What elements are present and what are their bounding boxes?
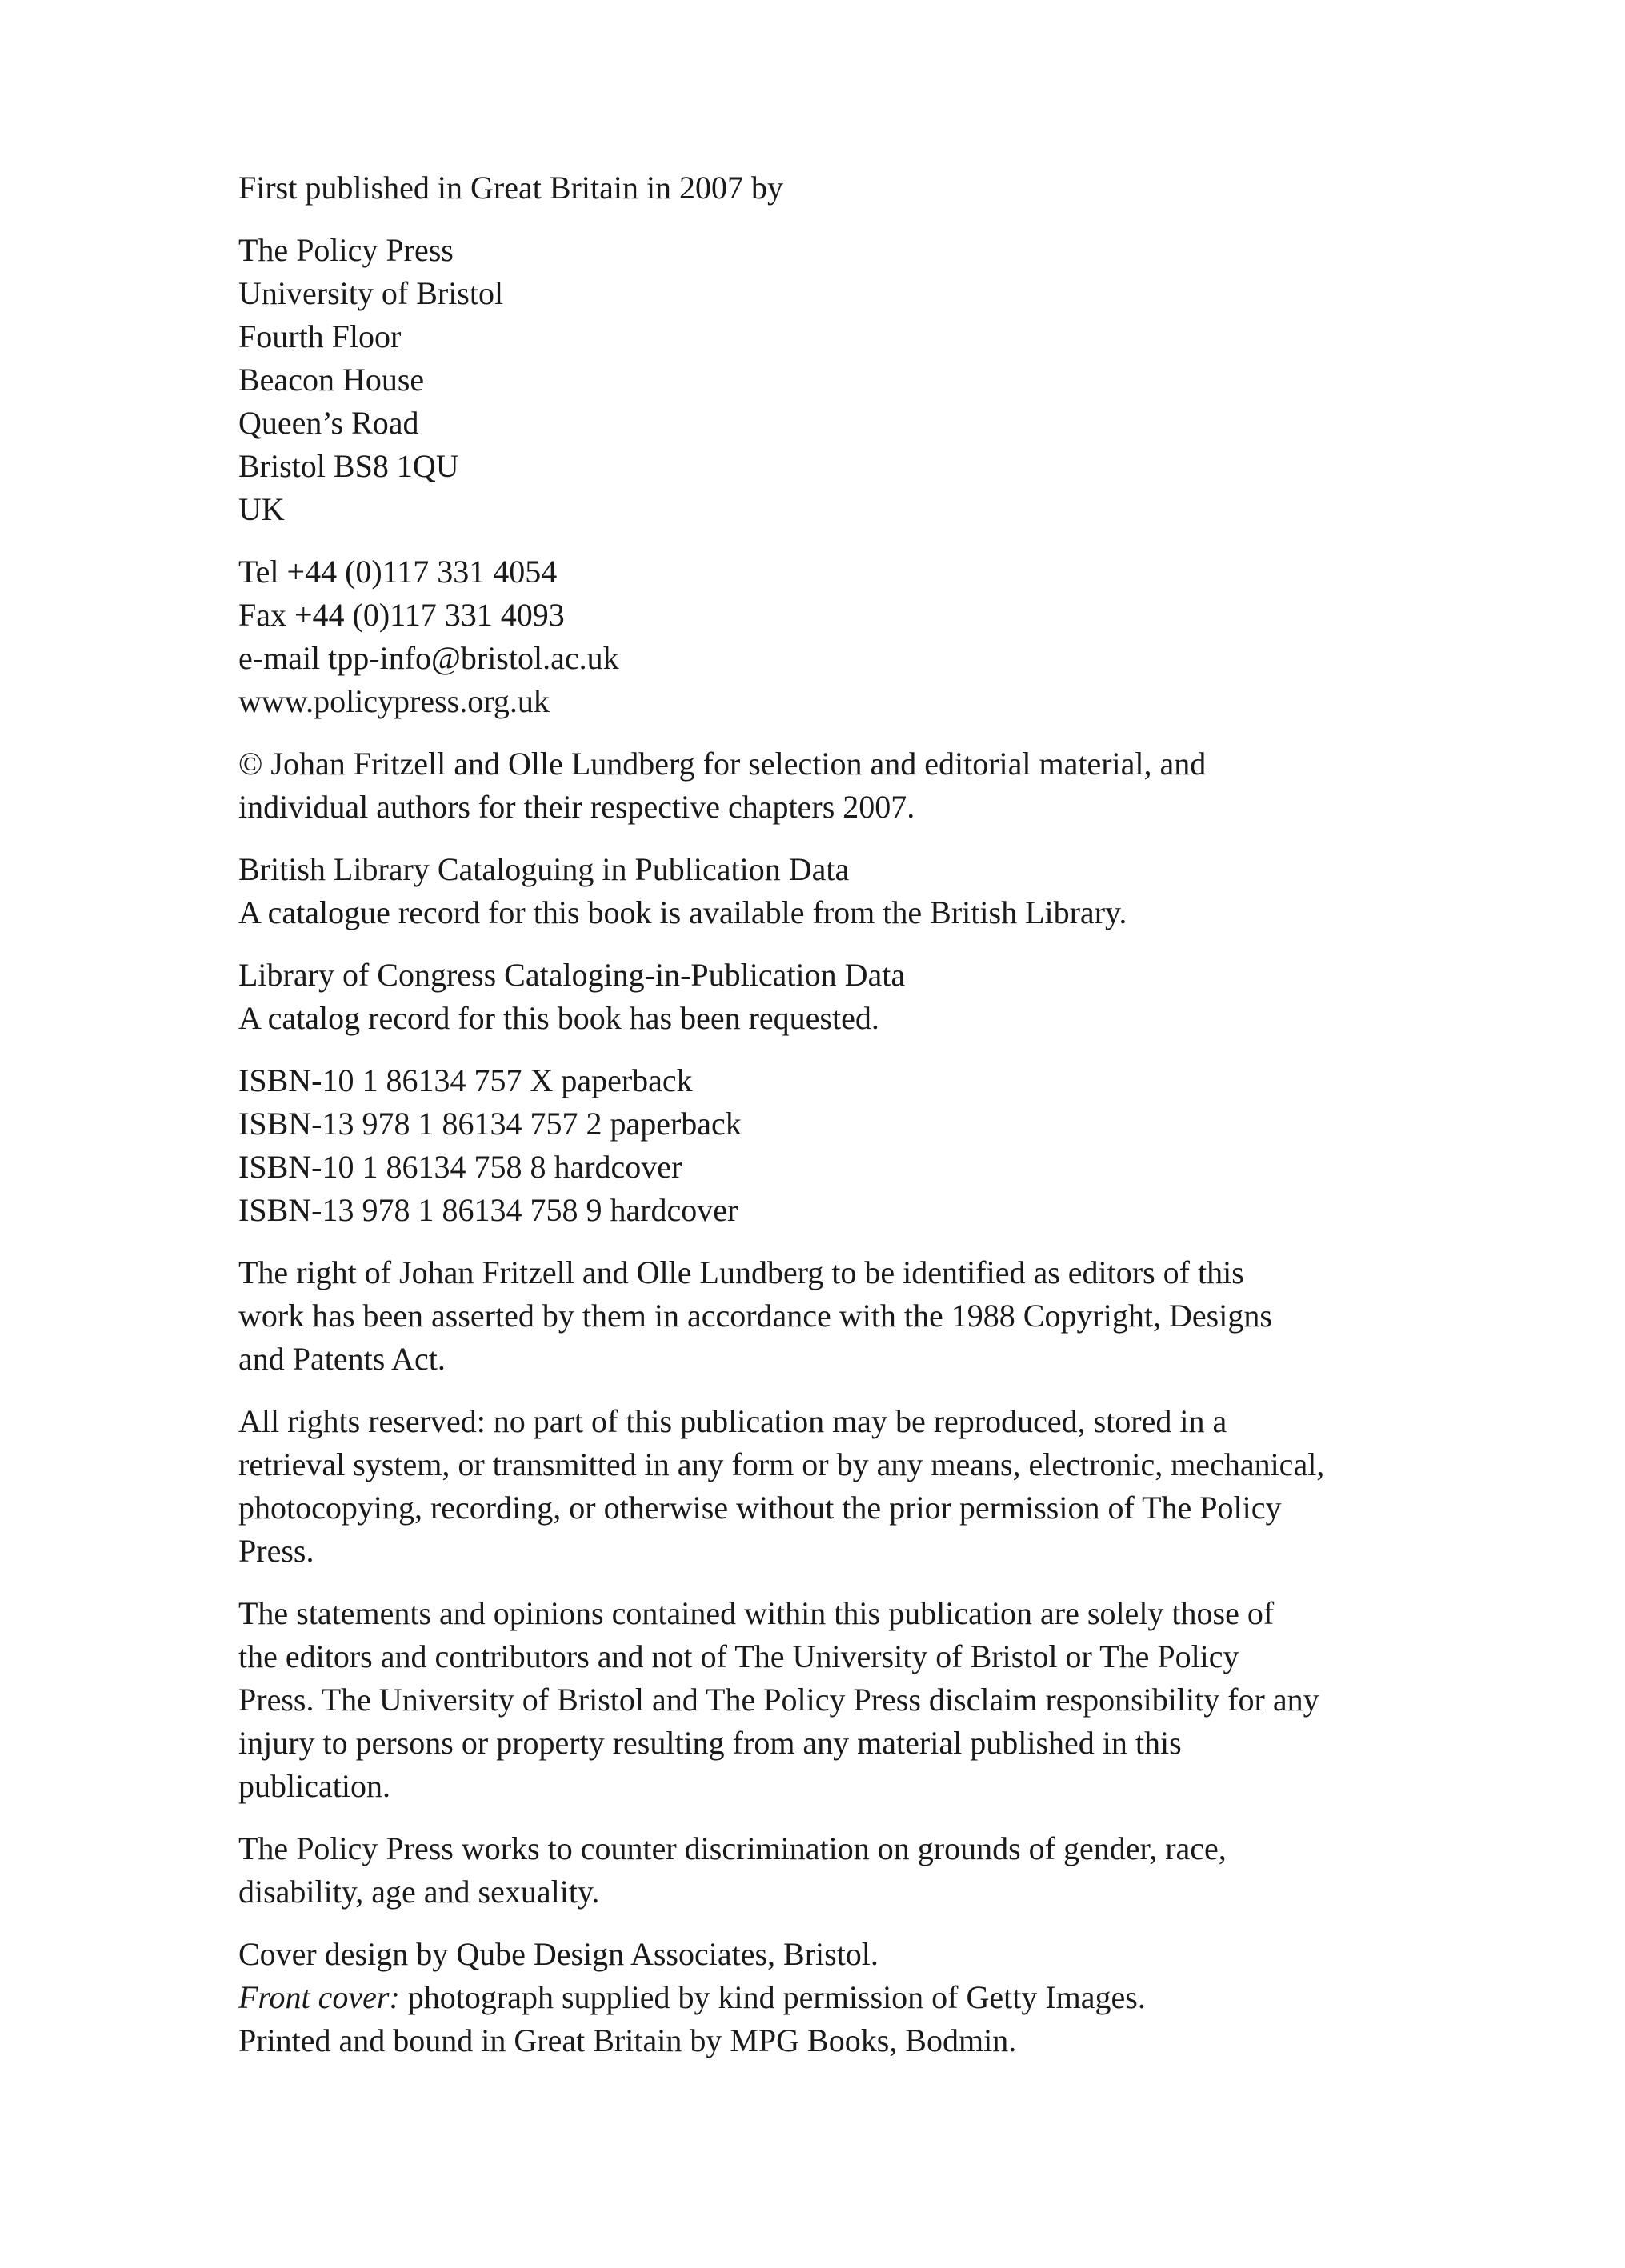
address-line: UK bbox=[238, 491, 285, 527]
first-published-line: First published in Great Britain in 2007 by bbox=[238, 170, 784, 206]
disclaimer-line: Press. The University of Bristol and The Policy Press disclaim responsibility for any bbox=[238, 1682, 1319, 1718]
british-library-block bbox=[238, 848, 1391, 934]
moral-rights-line: The right of Johan Fritzell and Olle Lundberg to be identified as editors of this bbox=[238, 1254, 1244, 1290]
publisher-address-block bbox=[238, 229, 1391, 531]
front-cover-line bbox=[238, 1976, 1391, 2019]
address-line: Beacon House bbox=[238, 362, 425, 398]
all-rights-line: photocopying, recording, or otherwise without the prior permission of The Policy bbox=[238, 1490, 1282, 1526]
disclaimer-line: injury to persons or property resulting from any material published in this bbox=[238, 1725, 1182, 1761]
british-library-line: British Library Cataloguing in Publication Data bbox=[238, 851, 850, 887]
fax-line: Fax +44 (0)117 331 4093 bbox=[238, 597, 565, 633]
address-line: University of Bristol bbox=[238, 275, 504, 311]
disclaimer-block bbox=[238, 1592, 1391, 1808]
front-cover-label: Front cover: bbox=[238, 1979, 400, 2015]
first-published-block bbox=[238, 166, 1391, 210]
isbn-line: ISBN-13 978 1 86134 758 9 hardcover bbox=[238, 1192, 738, 1228]
all-rights-block bbox=[238, 1400, 1391, 1573]
copyright-line: © Johan Fritzell and Olle Lundberg for selection and editorial material, and bbox=[238, 746, 1207, 782]
contact-block bbox=[238, 550, 1391, 723]
isbn-line: ISBN-10 1 86134 757 X paperback bbox=[238, 1062, 693, 1098]
discrimination-line: The Policy Press works to counter discrimination on grounds of gender, race, bbox=[238, 1830, 1227, 1866]
library-of-congress-block bbox=[238, 954, 1391, 1040]
address-line: Fourth Floor bbox=[238, 318, 402, 354]
isbn-block bbox=[238, 1059, 1391, 1232]
disclaimer-line: the editors and contributors and not of The University of Bristol or The Policy bbox=[238, 1638, 1239, 1674]
website-line: www.policypress.org.uk bbox=[238, 683, 550, 719]
discrimination-block bbox=[238, 1827, 1391, 1914]
cover-design-line: Cover design by Qube Design Associates, Bristol. bbox=[238, 1936, 879, 1972]
printed-line: Printed and bound in Great Britain by MPG Books, Bodmin. bbox=[238, 2022, 1017, 2058]
imprint-content bbox=[238, 166, 1391, 2082]
copyright-block bbox=[238, 742, 1391, 829]
address-line: The Policy Press bbox=[238, 232, 454, 268]
library-of-congress-line: Library of Congress Cataloging-in-Publication Data bbox=[238, 957, 906, 993]
moral-rights-block bbox=[238, 1251, 1391, 1381]
disclaimer-line: The statements and opinions contained within this publication are solely those of bbox=[238, 1595, 1275, 1631]
credits-block bbox=[238, 1933, 1391, 2062]
disclaimer-line: publication. bbox=[238, 1768, 390, 1804]
british-library-line: A catalogue record for this book is available from the British Library. bbox=[238, 894, 1127, 930]
all-rights-line: retrieval system, or transmitted in any form or by any means, electronic, mechanical, bbox=[238, 1446, 1325, 1482]
address-line: Bristol BS8 1QU bbox=[238, 448, 459, 484]
all-rights-line: All rights reserved: no part of this publication may be reproduced, stored in a bbox=[238, 1403, 1227, 1439]
isbn-line: ISBN-13 978 1 86134 757 2 paperback bbox=[238, 1106, 742, 1142]
front-cover-text: photograph supplied by kind permission of Getty Images. bbox=[399, 1979, 1146, 2015]
all-rights-line: Press. bbox=[238, 1533, 314, 1569]
address-line: Queen’s Road bbox=[238, 405, 419, 441]
moral-rights-line: and Patents Act. bbox=[238, 1341, 446, 1377]
email-line: e-mail tpp-info@bristol.ac.uk bbox=[238, 640, 619, 676]
discrimination-line: disability, age and sexuality. bbox=[238, 1874, 600, 1910]
isbn-line: ISBN-10 1 86134 758 8 hardcover bbox=[238, 1149, 682, 1185]
moral-rights-line: work has been asserted by them in accordance with the 1988 Copyright, Designs bbox=[238, 1298, 1272, 1334]
library-of-congress-line: A catalog record for this book has been requested. bbox=[238, 1000, 879, 1036]
telephone-line: Tel +44 (0)117 331 4054 bbox=[238, 554, 558, 590]
copyright-line: individual authors for their respective chapters 2007. bbox=[238, 789, 915, 825]
